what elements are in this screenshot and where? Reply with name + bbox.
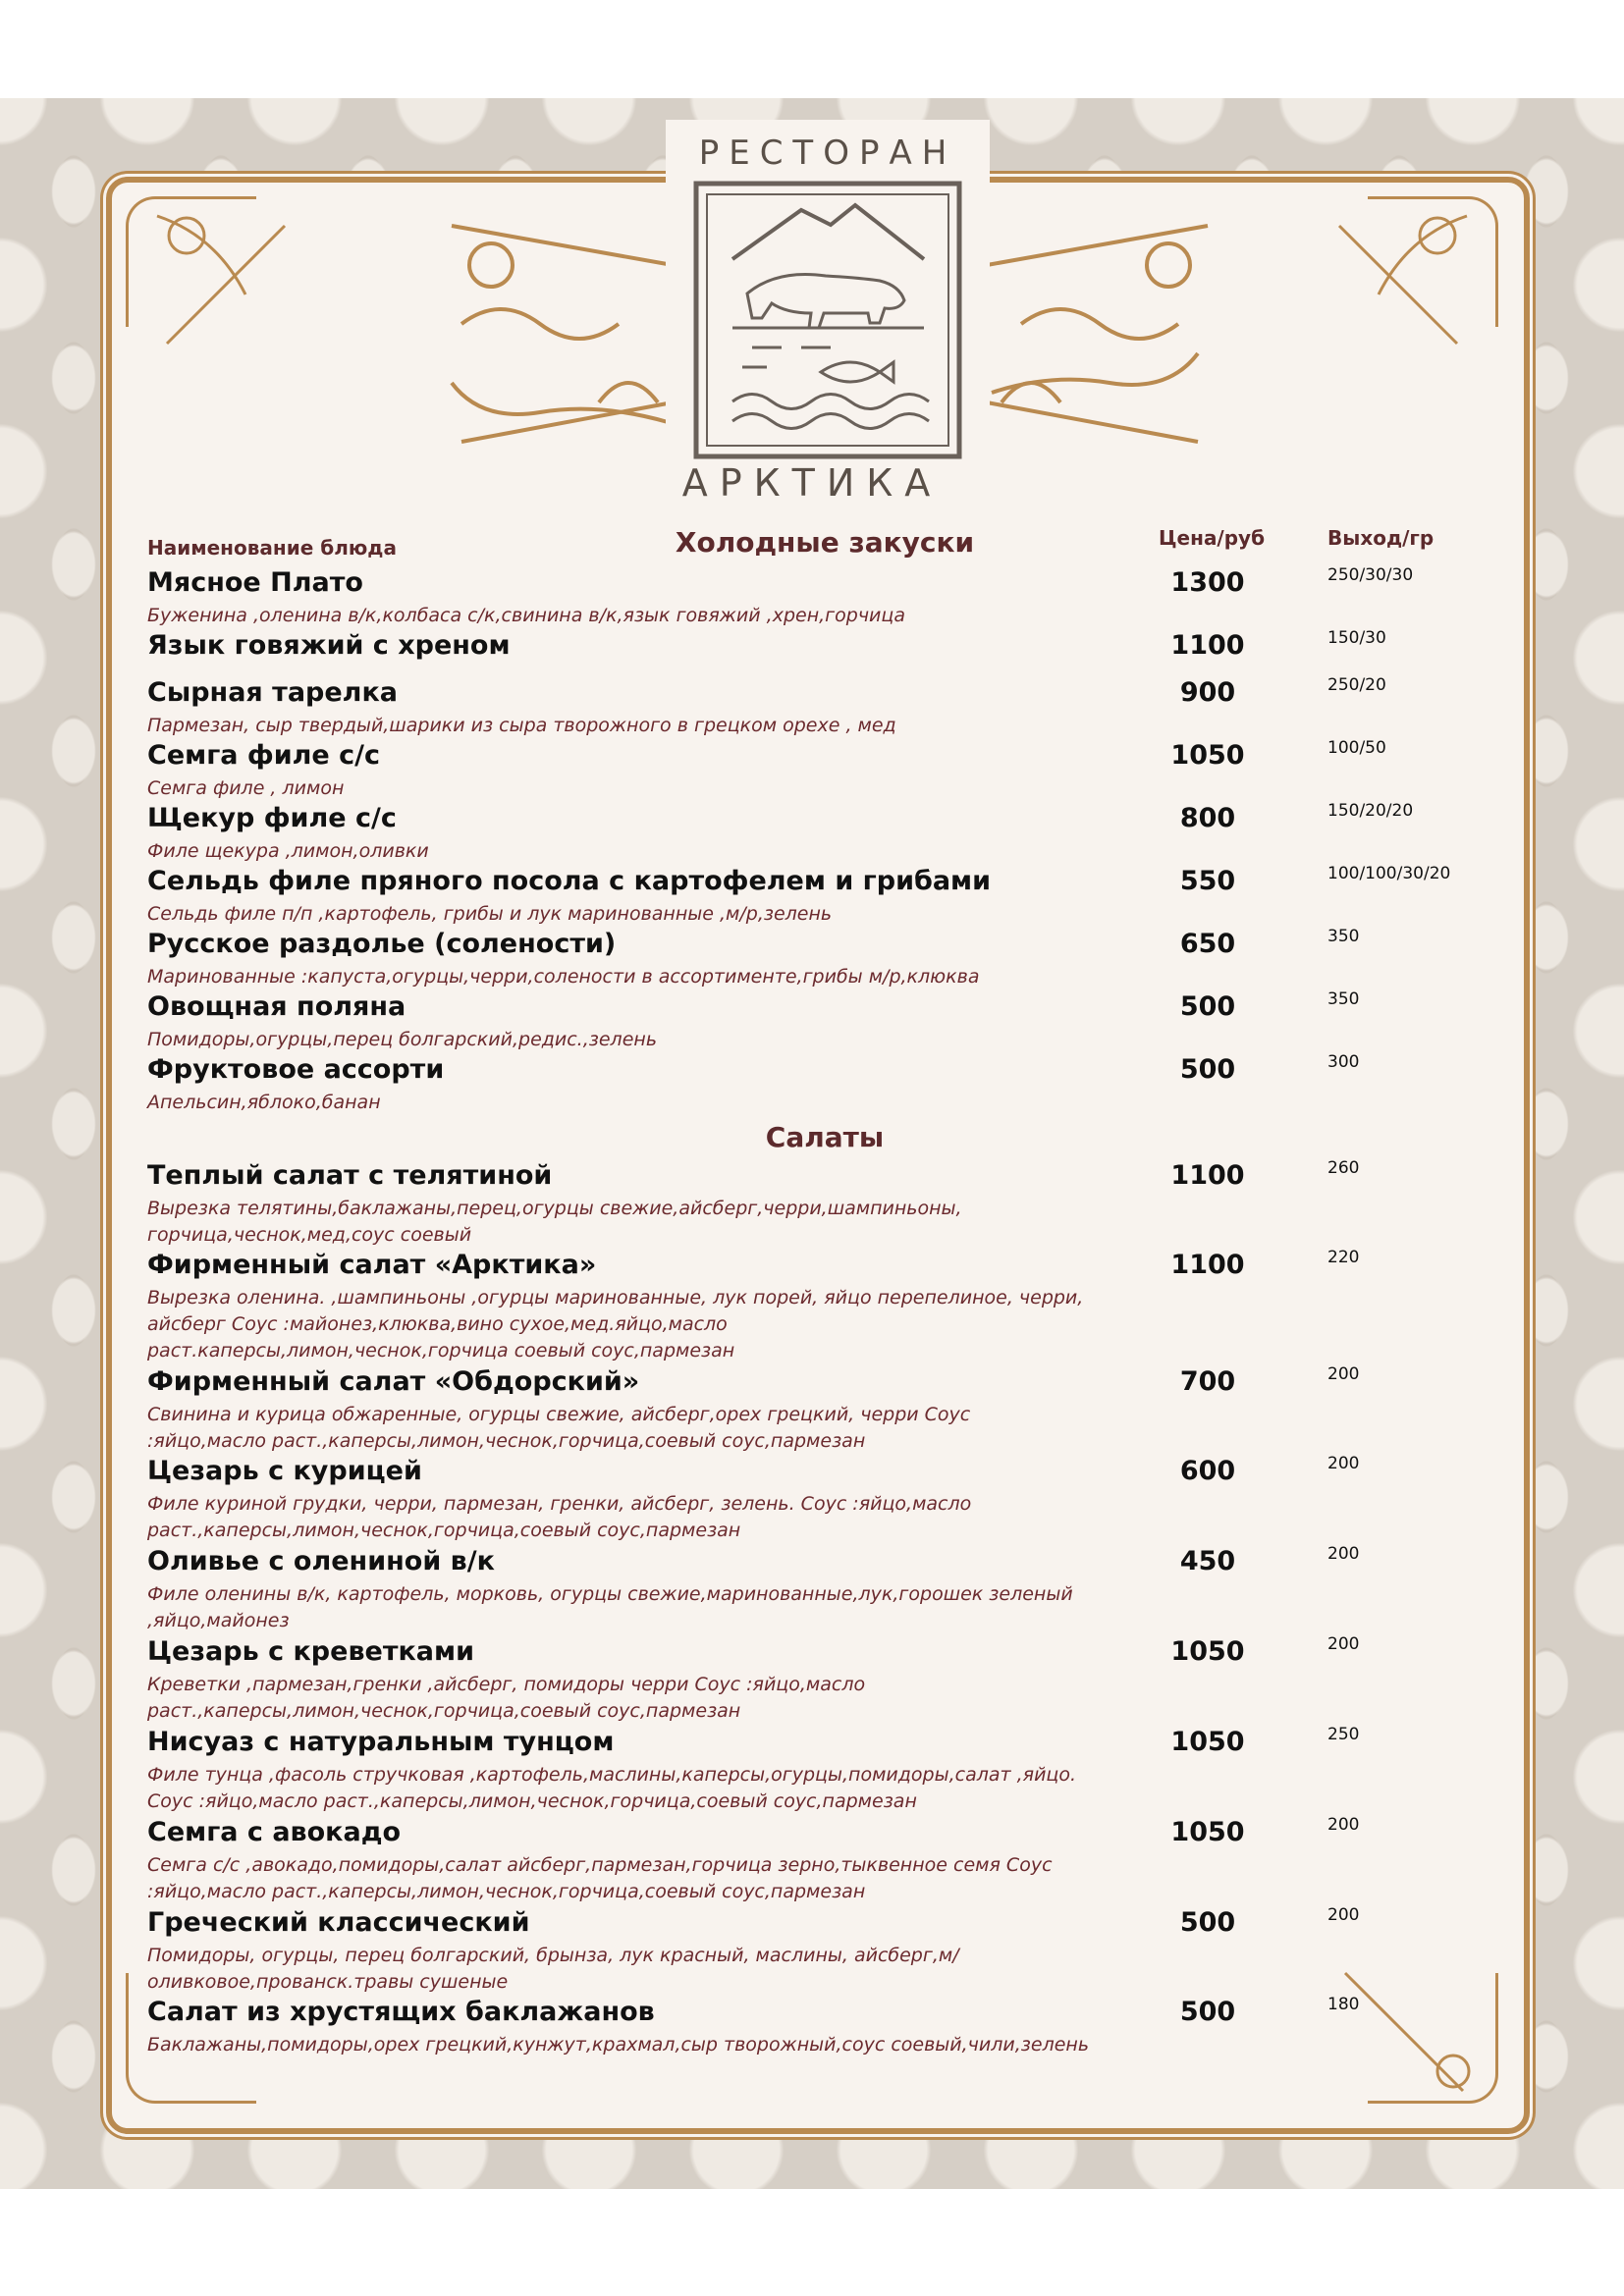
- dish-description: Креветки ,пармезан,гренки ,айсберг, помидоры черри Соус :яйцо,масло раст.,каперсы,лимон,чеснок,горчица,соевый соус,пармезан: [147, 1674, 866, 1722]
- column-header-price: Цена/руб: [1159, 526, 1266, 550]
- dish-yield: 250/30/30: [1327, 565, 1414, 585]
- dish-price: 500: [1179, 991, 1236, 1022]
- dish-name: Семга филе с/с: [147, 740, 380, 771]
- dish-name: Сырная тарелка: [147, 677, 398, 708]
- dish-description: Маринованные :капуста,огурцы,черри,солености в ассортименте,грибы м/р,клюква: [147, 966, 980, 988]
- dish-description: Помидоры,огурцы,перец болгарский,редис.,зелень: [147, 1029, 658, 1050]
- dish-price: 1050: [1170, 1727, 1245, 1757]
- dish-yield: 200: [1327, 1544, 1360, 1564]
- dish-description: Семга филе , лимон: [147, 777, 345, 799]
- dish-description: Вырезка телятины,баклажаны,перец,огурцы свежие,айсберг,черри,шампиньоны, горчица,чеснок,мед,соус соевый: [147, 1198, 962, 1246]
- swirl-ornament-right: [982, 206, 1227, 471]
- dish-description: Баклажаны,помидоры,орех грецкий,кунжут,крахмал,сыр творожный,соус соевый,чили,зелень: [147, 2034, 1090, 2056]
- dish-price: 650: [1179, 929, 1236, 959]
- dish-description: Вырезка оленина. ,шампиньоны ,огурцы маринованные, лук порей, яйцо перепелиное, черри, айсберг Соус :майонез,клюква,вино сухое,мед.яйцо,масло раст.каперсы,лимон,чеснок,горчица соевый соус,пармезан: [147, 1287, 1084, 1362]
- flourish-bottom-right: [1326, 1953, 1483, 2101]
- dish-price: 500: [1179, 1907, 1236, 1938]
- dish-description: Филе щекура ,лимон,оливки: [147, 840, 429, 862]
- section-title-cold-appetizers: Холодные закуски: [675, 526, 975, 559]
- dish-yield: 350: [1327, 927, 1360, 946]
- dish-name: Фруктовое ассорти: [147, 1054, 445, 1085]
- dish-description: Сельдь филе п/п ,картофель, грибы и лук маринованные ,м/р,зелень: [147, 903, 833, 925]
- dish-yield: 100/50: [1327, 738, 1386, 758]
- section-title-salads: Салаты: [765, 1121, 885, 1153]
- dish-price: 500: [1179, 1997, 1236, 2027]
- dish-name: Салат из хрустящих баклажанов: [147, 1997, 655, 2027]
- dish-yield: 220: [1327, 1248, 1360, 1267]
- dish-name: Фирменный салат «Обдорский»: [147, 1366, 640, 1397]
- restaurant-logo: [666, 120, 990, 512]
- dish-price: 1100: [1170, 1250, 1245, 1280]
- dish-description: Филе тунца ,фасоль стручковая ,картофель,маслины,каперсы,огурцы,помидоры,салат ,яйцо. Соус :яйцо,масло раст.,каперсы,лимон,чеснок,горчица,соевый соус,пармезан: [147, 1764, 1077, 1812]
- dish-price: 1050: [1170, 740, 1245, 771]
- dish-yield: 250: [1327, 1725, 1360, 1744]
- dish-yield: 200: [1327, 1815, 1360, 1835]
- dish-name: Цезарь с креветками: [147, 1636, 475, 1667]
- dish-name: Щекур филе с/с: [147, 803, 397, 833]
- polar-bear-logo-icon: [693, 181, 962, 459]
- dish-yield: 200: [1327, 1364, 1360, 1384]
- dish-yield: 350: [1327, 989, 1360, 1009]
- dish-description: Буженина ,оленина в/к,колбаса с/к,свинина в/к,язык говяжий ,хрен,горчица: [147, 605, 905, 626]
- dish-price: 1100: [1170, 630, 1245, 661]
- dish-name: Цезарь с курицей: [147, 1456, 422, 1486]
- dish-price: 800: [1179, 803, 1236, 833]
- dish-name: Русское раздолье (солености): [147, 929, 617, 959]
- dish-price: 550: [1179, 866, 1236, 896]
- dish-description: Апельсин,яблоко,банан: [147, 1092, 381, 1113]
- dish-name: Мясное Плато: [147, 567, 363, 598]
- dish-description: Свинина и курица обжаренные, огурцы свежие, айсберг,орех грецкий, черри Соус :яйцо,масло раст.,каперсы,лимон,чеснок,горчица,соевый соус,пармезан: [147, 1404, 971, 1452]
- dish-description: Филе оленины в/к, картофель, морковь, огурцы свежие,маринованные,лук,горошек зеленый ,яйцо,майонез: [147, 1583, 1073, 1631]
- dish-yield: 300: [1327, 1052, 1360, 1072]
- dish-price: 600: [1179, 1456, 1236, 1486]
- dish-name: Фирменный салат «Арктика»: [147, 1250, 597, 1280]
- dish-description: Помидоры, огурцы, перец болгарский, брынза, лук красный, маслины, айсберг,м/оливковое,прованск.травы сушеные: [147, 1945, 959, 1993]
- dish-description: Пармезан, сыр твердый,шарики из сыра творожного в грецком орехе , мед: [147, 715, 896, 736]
- dish-yield: 200: [1327, 1905, 1360, 1925]
- dish-yield: 200: [1327, 1634, 1360, 1654]
- dish-name: Нисуаз с натуральным тунцом: [147, 1727, 615, 1757]
- dish-yield: 150/20/20: [1327, 801, 1414, 821]
- dish-yield: 260: [1327, 1158, 1360, 1178]
- flourish-top-left: [147, 206, 304, 373]
- dish-name: Оливье с олениной в/к: [147, 1546, 495, 1576]
- dish-name: Семга с авокадо: [147, 1817, 402, 1847]
- dish-price: 1300: [1170, 567, 1245, 598]
- dish-yield: 250/20: [1327, 675, 1386, 695]
- dish-yield: 100/100/30/20: [1327, 864, 1451, 883]
- dish-yield: 150/30: [1327, 628, 1386, 648]
- flourish-top-right: [1320, 206, 1477, 373]
- dish-name: Греческий классический: [147, 1907, 530, 1938]
- column-header-name: Наименование блюда: [147, 536, 397, 560]
- dish-price: 1050: [1170, 1817, 1245, 1847]
- dish-price: 900: [1179, 677, 1236, 708]
- logo-title-bottom: АРКТИКА: [681, 461, 943, 505]
- dish-price: 700: [1179, 1366, 1236, 1397]
- dish-price: 1100: [1170, 1160, 1245, 1191]
- dish-yield: 180: [1327, 1995, 1360, 2014]
- dish-price: 1050: [1170, 1636, 1245, 1667]
- dish-yield: 200: [1327, 1454, 1360, 1473]
- dish-name: Язык говяжий с хреном: [147, 630, 511, 661]
- column-header-yield: Выход/гр: [1327, 526, 1435, 550]
- dish-name: Теплый салат с телятиной: [147, 1160, 553, 1191]
- logo-title-top: РЕСТОРАН: [698, 133, 957, 173]
- dish-name: Сельдь филе пряного посола с картофелем и грибами: [147, 866, 992, 896]
- dish-description: Семга с/с ,авокадо,помидоры,салат айсберг,пармезан,горчица зерно,тыквенное семя Соус :яйцо,масло раст.,каперсы,лимон,чеснок,горчица,соевый соус,пармезан: [147, 1854, 1053, 1902]
- dish-price: 500: [1179, 1054, 1236, 1085]
- dish-description: Филе куриной грудки, черри, пармезан, гренки, айсберг, зелень. Соус :яйцо,масло раст.,каперсы,лимон,чеснок,горчица,соевый соус,пармезан: [147, 1493, 972, 1541]
- dish-name: Овощная поляна: [147, 991, 406, 1022]
- dish-price: 450: [1179, 1546, 1236, 1576]
- swirl-ornament-left: [432, 206, 677, 471]
